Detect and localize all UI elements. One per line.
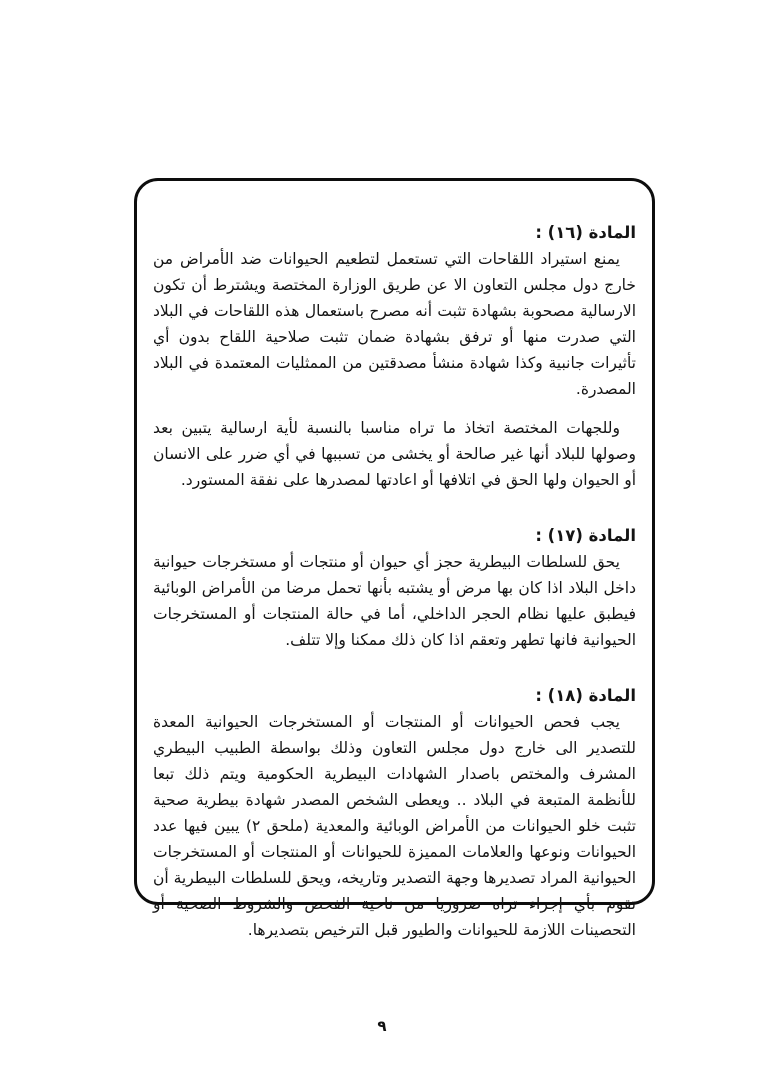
article-16-paragraph-2: وللجهات المختصة اتخاذ ما تراه مناسبا بالنسبة لأية ارسالية يتبين بعد وصولها للبلاد أنها غير صالحة أو يخشى من تسببها في أي ضرر على الانسان أو الحيوان ولها الحق في اتلافها أو اعادتها لمصدرها على نفقة المستورد. xyxy=(153,419,636,489)
document-text-area xyxy=(137,181,652,939)
article-17-paragraph-1: يحق للسلطات البيطرية حجز أي حيوان أو منتجات أو مستخرجات حيوانية داخل البلاد اذا كان بها مرض أو يشتبه بأنها تحمل مرضا من الأمراض الوبائية فيطبق عليها نظام الحجر الداخلي، أما في حالة المنتجات أو المستخرجات الحيوانية فانها تطهر وتعقم اذا كان ذلك ممكنا وإلا تتلف. xyxy=(153,553,636,649)
article-17-heading: المادة (١٧) : xyxy=(535,526,636,545)
article-18-paragraph-1: يجب فحص الحيوانات أو المنتجات أو المستخرجات الحيوانية المعدة للتصدير الى خارج دول مجلس التعاون وذلك بواسطة الطبيب البيطري المشرف والمختص باصدار الشهادات البيطرية الحكومية ويتم ذلك تبعا للأنظمة المتبعة في البلاد .. ويعطى الشخص المصدر شهادة بيطرية صحية تثبت خلو الحيوانات من الأمراض الوبائية والمعدية (ملحق ٢) يبين فيها عدد الحيوانات ونوعها والعلامات المميزة للحيوانات أو المنتجات أو المستخرجات الحيوانية المراد تصديرها وجهة التصدير وتاريخه، ويحق للسلطات البيطرية أن تقوم بأي إجراء تراه ضروريا من ناحية الفحص والشروط الصحية أو التحصينات اللازمة للحيوانات والطيور قبل الترخيص بتصديرها. xyxy=(153,713,636,939)
article-16 xyxy=(153,220,636,493)
document-border-frame xyxy=(134,178,655,939)
article-18 xyxy=(153,683,636,943)
article-16-paragraph-1: يمنع استيراد اللقاحات التي تستعمل لتطعيم الحيوانات ضد الأمراض من خارج دول مجلس التعاون الا عن طريق الوزارة المختصة ويشترط أن تكون الارسالية مصحوبة بشهادة تثبت أنه مصرح باستعمال هذه اللقاحات في البلاد التي صدرت منها أو ترفق بشهادة ضمان تثبت صلاحية اللقاح بدون أي تأثيرات جانبية وكذا شهادة منشأ مصدقتين من الممثليات المعتمدة في البلاد المصدرة. xyxy=(153,250,636,398)
article-17 xyxy=(153,523,636,653)
article-16-heading: المادة (١٦) : xyxy=(535,223,636,242)
article-18-heading: المادة (١٨) : xyxy=(535,686,636,705)
page-number: ٩ xyxy=(377,1017,387,1035)
